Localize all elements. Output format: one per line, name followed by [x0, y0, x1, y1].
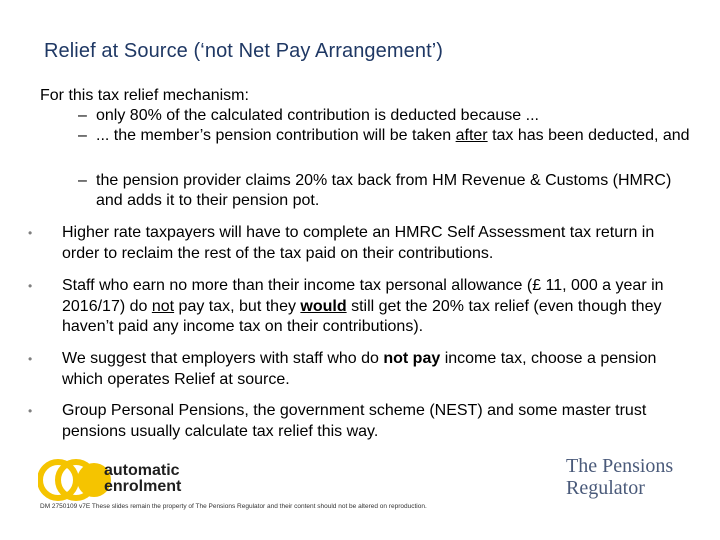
logo-line: enrolment — [104, 478, 182, 495]
logo-line: Regulator — [566, 477, 645, 499]
pensions-regulator-logo — [566, 455, 673, 499]
logo-line: The Pensions — [566, 455, 674, 477]
underlined-text: after — [455, 127, 488, 144]
dash-item — [78, 171, 698, 210]
bullet-mark: • — [28, 226, 33, 240]
automatic-enrolment-logo-text — [104, 463, 181, 495]
text-run: ... the member’s pension contribution will be taken — [96, 127, 456, 144]
text-run: tax has been deducted, and — [487, 127, 690, 144]
text-run: pay tax, but they — [174, 297, 301, 315]
dash-item — [78, 106, 698, 126]
dash-mark: – — [78, 107, 87, 124]
bullet-mark: • — [28, 279, 33, 293]
bullet-text — [28, 401, 688, 442]
footer-disclaimer: DM 2750109 v7E These slides remain the property of The Pensions Regulator and their content should not be altered on reproduction. — [40, 503, 427, 510]
text-run: Higher rate taxpayers will have to complete an HMRC Self Assessment tax return in order to reclaim the rest of the tax paid on their contributions. — [62, 224, 655, 262]
dash-item-text — [78, 106, 698, 126]
bullet-text — [28, 223, 688, 264]
text-run: only 80% of the calculated contribution is deducted because ... — [96, 107, 539, 124]
text-run: income tax, choose a pension which operates Relief at source. — [62, 350, 657, 388]
bullet-mark: • — [28, 404, 33, 418]
bullet-text — [28, 276, 688, 338]
text-run: Staff who earn no more than their income tax personal allowance (£ 11, 000 a year in 2016/17) do — [62, 277, 664, 315]
dash-mark: – — [78, 127, 87, 144]
text-run: still get the 20% tax relief (even though they haven’t paid any income tax on their contributions). — [62, 297, 662, 335]
bullet-item — [28, 223, 688, 264]
underlined-text: not — [151, 297, 175, 315]
text-run: the pension provider claims 20% tax back from HM Revenue & Customs (HMRC) and adds it to their pension pot. — [96, 172, 672, 209]
logo-line: automatic — [104, 462, 180, 479]
bullet-item — [28, 401, 688, 442]
bullet-mark: • — [28, 352, 33, 366]
dash-item-text — [78, 171, 698, 210]
bullet-text — [28, 349, 688, 390]
dash-item — [78, 126, 698, 146]
intro-text: For this tax relief mechanism: — [40, 87, 249, 104]
bullet-item — [28, 276, 688, 338]
dash-item-text — [78, 126, 698, 146]
bullet-item — [28, 349, 688, 390]
text-run: Group Personal Pensions, the government scheme (NEST) and some master trust pensions usually calculate tax relief this way. — [62, 402, 647, 440]
slide-title: Relief at Source (‘not Net Pay Arrangement’) — [44, 40, 444, 62]
dash-mark: – — [78, 172, 87, 189]
bold-text: not pay — [383, 350, 441, 367]
text-run: We suggest that employers with staff who do — [62, 350, 384, 367]
underlined-bold-text: would — [300, 297, 347, 315]
